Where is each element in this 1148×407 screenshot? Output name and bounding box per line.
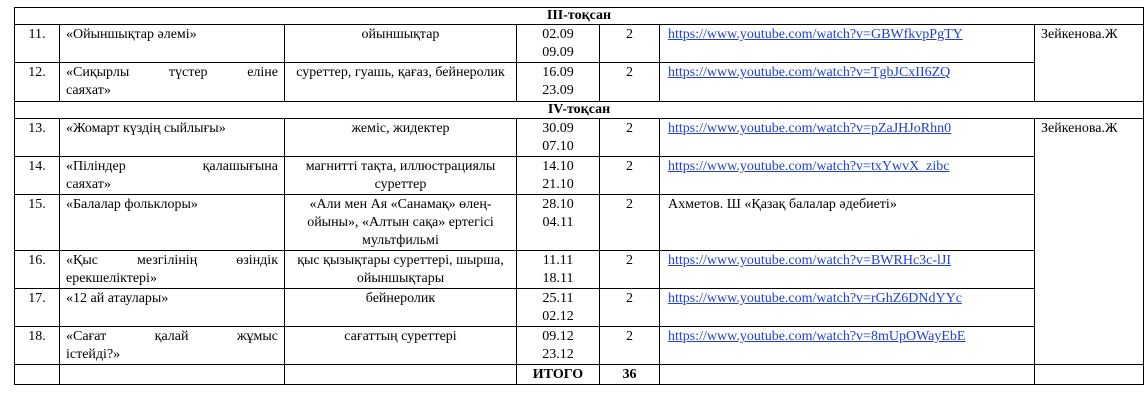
materials-cell: сағаттың суреттері bbox=[285, 327, 517, 365]
table-row bbox=[15, 289, 1144, 327]
table-row bbox=[15, 25, 1144, 63]
row-number: 16. bbox=[15, 251, 60, 289]
dates-cell: 25.11 02.12 bbox=[517, 289, 600, 327]
author-cell: Зейкенова.Ж bbox=[1035, 119, 1144, 365]
row-number: 12. bbox=[15, 63, 60, 102]
row-number: 11. bbox=[15, 25, 60, 63]
lesson-title-line: саяхат» bbox=[66, 177, 111, 192]
quarter-header: IV-тоқсан bbox=[15, 102, 1144, 119]
lesson-title-line: «Сағат қалай жұмыс bbox=[66, 329, 278, 344]
hours-cell: 2 bbox=[600, 63, 660, 102]
lesson-title bbox=[60, 327, 285, 365]
quarter-header-row bbox=[15, 102, 1144, 119]
resource-cell bbox=[660, 327, 1035, 365]
lesson-title-line: «Қыс мезгілінің өзіндік bbox=[66, 253, 278, 268]
materials-cell: бейнеролик bbox=[285, 289, 517, 327]
dates-cell: 11.11 18.11 bbox=[517, 251, 600, 289]
empty-cell bbox=[285, 365, 517, 385]
resource-cell bbox=[660, 119, 1035, 157]
resource-cell bbox=[660, 251, 1035, 289]
lesson-title bbox=[60, 251, 285, 289]
book-reference: Ахметов. Ш «Қазақ балалар әдебиеті» bbox=[668, 197, 897, 212]
materials-cell: жеміс, жидектер bbox=[285, 119, 517, 157]
lesson-title-line: «Сиқырлы түстер еліне bbox=[66, 65, 278, 80]
resource-cell bbox=[660, 25, 1035, 63]
youtube-link[interactable]: https://www.youtube.com/watch?v=rGhZ6DNdYYc bbox=[668, 291, 962, 306]
lesson-title-line: ерекшеліктері» bbox=[66, 271, 157, 286]
resource-cell bbox=[660, 63, 1035, 102]
dates-cell: 14.10 21.10 bbox=[517, 157, 600, 195]
hours-cell: 2 bbox=[600, 195, 660, 251]
hours-cell: 2 bbox=[600, 119, 660, 157]
table-row bbox=[15, 63, 1144, 102]
table-row bbox=[15, 251, 1144, 289]
lesson-title-line: «Балалар фольклоры» bbox=[66, 197, 198, 212]
row-number: 13. bbox=[15, 119, 60, 157]
total-row bbox=[15, 365, 1144, 385]
lesson-title bbox=[60, 157, 285, 195]
row-number: 14. bbox=[15, 157, 60, 195]
total-label: ИТОГО bbox=[517, 365, 600, 385]
empty-cell bbox=[15, 365, 60, 385]
materials-cell: суреттер, гуашь, қағаз, бейнеролик bbox=[285, 63, 517, 102]
lesson-title bbox=[60, 289, 285, 327]
total-value: 36 bbox=[600, 365, 660, 385]
lesson-plan-table bbox=[14, 7, 1144, 385]
youtube-link[interactable]: https://www.youtube.com/watch?v=GBWfkvpPgTY bbox=[668, 27, 963, 42]
empty-cell bbox=[1035, 365, 1144, 385]
youtube-link[interactable]: https://www.youtube.com/watch?v=TgbJCxII6ZQ bbox=[668, 65, 951, 80]
dates-cell: 30.09 07.10 bbox=[517, 119, 600, 157]
lesson-title bbox=[60, 195, 285, 251]
empty-cell bbox=[660, 365, 1035, 385]
hours-cell: 2 bbox=[600, 327, 660, 365]
table-row bbox=[15, 327, 1144, 365]
lesson-title bbox=[60, 119, 285, 157]
lesson-title bbox=[60, 25, 285, 63]
resource-cell bbox=[660, 289, 1035, 327]
hours-cell: 2 bbox=[600, 289, 660, 327]
lesson-title-line: істейді?» bbox=[66, 347, 121, 362]
hours-cell: 2 bbox=[600, 25, 660, 63]
youtube-link[interactable]: https://www.youtube.com/watch?v=pZaJHJoRhn0 bbox=[668, 121, 952, 136]
materials-cell: ойыншықтар bbox=[285, 25, 517, 63]
lesson-title-line: «Піліндер қалашығына bbox=[66, 159, 278, 174]
materials-cell: «Али мен Ая «Санамақ» өлең-ойыны», «Алтын сақа» ертегісі мультфильмі bbox=[285, 195, 517, 251]
youtube-link[interactable]: https://www.youtube.com/watch?v=8mUpOWayEbE bbox=[668, 329, 966, 344]
table-row bbox=[15, 157, 1144, 195]
row-number: 18. bbox=[15, 327, 60, 365]
dates-cell: 09.12 23.12 bbox=[517, 327, 600, 365]
hours-cell: 2 bbox=[600, 251, 660, 289]
table-row bbox=[15, 195, 1144, 251]
lesson-title-line: «Жомарт күздің сыйлығы» bbox=[66, 121, 226, 136]
quarter-header-row bbox=[15, 8, 1144, 25]
row-number: 15. bbox=[15, 195, 60, 251]
row-number: 17. bbox=[15, 289, 60, 327]
dates-cell: 28.10 04.11 bbox=[517, 195, 600, 251]
resource-cell bbox=[660, 157, 1035, 195]
hours-cell: 2 bbox=[600, 157, 660, 195]
youtube-link[interactable]: https://www.youtube.com/watch?v=BWRHc3c-lJI bbox=[668, 253, 952, 268]
youtube-link[interactable]: https://www.youtube.com/watch?v=txYwvX_zibc bbox=[668, 159, 950, 174]
lesson-title-line: «Ойыншықтар әлемі» bbox=[66, 27, 197, 42]
materials-cell: қыс қызықтары суреттері, шырша, ойыншықтары bbox=[285, 251, 517, 289]
lesson-title-line: саяхат» bbox=[66, 83, 111, 98]
lesson-title bbox=[60, 63, 285, 102]
materials-cell: магнитті тақта, иллюстрациялы суреттер bbox=[285, 157, 517, 195]
empty-cell bbox=[60, 365, 285, 385]
quarter-header: III-тоқсан bbox=[15, 8, 1144, 25]
resource-cell bbox=[660, 195, 1035, 251]
lesson-title-line: «12 ай атаулары» bbox=[66, 291, 169, 306]
dates-cell: 02.09 09.09 bbox=[517, 25, 600, 63]
table-row bbox=[15, 119, 1144, 157]
author-cell: Зейкенова.Ж bbox=[1035, 25, 1144, 102]
dates-cell: 16.09 23.09 bbox=[517, 63, 600, 102]
